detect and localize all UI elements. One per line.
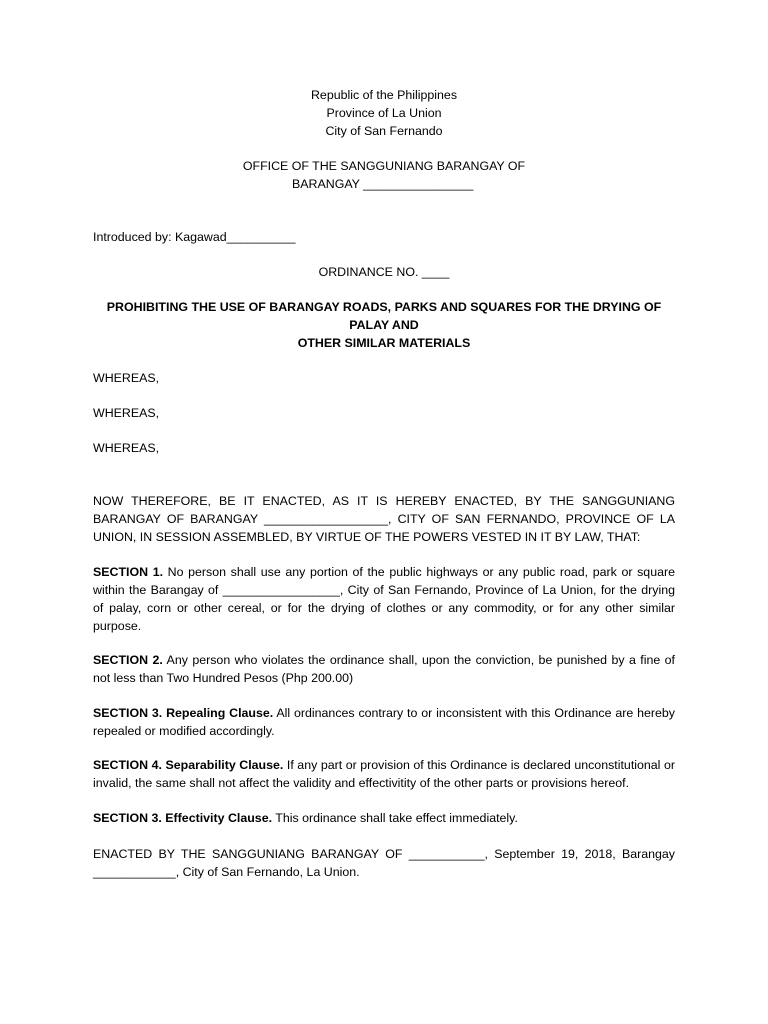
header-country: Republic of the Philippines	[310, 88, 458, 102]
section-effectivity-label: SECTION 3. Effectivity Clause.	[93, 811, 273, 825]
section-1-label: SECTION 1.	[93, 565, 164, 579]
whereas-2: WHEREAS,	[93, 406, 160, 420]
section-effectivity-text: This ordinance shall take effect immediately.	[272, 811, 518, 825]
ordinance-title-line-2: OTHER SIMILAR MATERIALS	[297, 336, 471, 350]
section-1-text: No person shall use any portion of the public highways or any public road, park or square within the Barangay of _________________, City of San Fernando, Province of La Union, for the drying of palay, corn or other cereal, or for the drying of clothes or any commodity, or for any other similar purpose.	[93, 565, 675, 633]
section-3-label: SECTION 3. Repealing Clause.	[93, 706, 274, 720]
whereas-3: WHEREAS,	[93, 441, 160, 455]
section-3-text: All ordinances contrary to or inconsistent with this Ordinance are hereby repealed or modified accordingly.	[93, 706, 675, 738]
introduced-by: Introduced by: Kagawad__________	[93, 230, 296, 244]
section-4-label: SECTION 4. Separability Clause.	[93, 758, 284, 772]
section-effectivity	[93, 809, 675, 827]
enacting-clause: NOW THEREFORE, BE IT ENACTED, AS IT IS HEREBY ENACTED, BY THE SANGGUNIANG BARANGAY OF BARANGAY __________________, CITY OF SAN FERNANDO, PROVINCE OF LA UNION, IN SESSION ASSEMBLED, BY VIRTUE OF THE POWERS VESTED IN IT BY LAW, THAT:	[93, 494, 675, 544]
header-province: Province of La Union	[326, 106, 442, 120]
office-line-1: OFFICE OF THE SANGGUNIANG BARANGAY OF	[242, 159, 526, 173]
section-4-text: If any part or provision of this Ordinance is declared unconstitutional or invalid, the same shall not affect the validity and effectivitity of the other parts or provisions hereof.	[93, 758, 675, 790]
ordinance-title-line-1: PROHIBITING THE USE OF BARANGAY ROADS, PARKS AND SQUARES FOR THE DRYING OF PALAY AND	[106, 300, 662, 332]
section-2-text: Any person who violates the ordinance shall, upon the conviction, be punished by a fine of not less than Two Hundred Pesos (Php 200.00)	[93, 653, 675, 685]
office-heading	[93, 157, 675, 193]
section-3-repealing	[93, 704, 675, 740]
office-line-2: BARANGAY ________________	[292, 177, 474, 191]
document-header	[93, 86, 675, 140]
enacted-statement: ENACTED BY THE SANGGUNIANG BARANGAY OF ___________, September 19, 2018, Barangay ____________, City of San Fernando, La Union.	[93, 847, 675, 879]
section-2	[93, 651, 675, 687]
section-2-label: SECTION 2.	[93, 653, 163, 667]
ordinance-number: ORDINANCE NO. ____	[318, 265, 450, 279]
section-4-separability	[93, 756, 675, 792]
section-1	[93, 563, 675, 635]
whereas-1: WHEREAS,	[93, 371, 160, 385]
header-city: City of San Fernando	[325, 124, 443, 138]
ordinance-title	[93, 298, 675, 352]
